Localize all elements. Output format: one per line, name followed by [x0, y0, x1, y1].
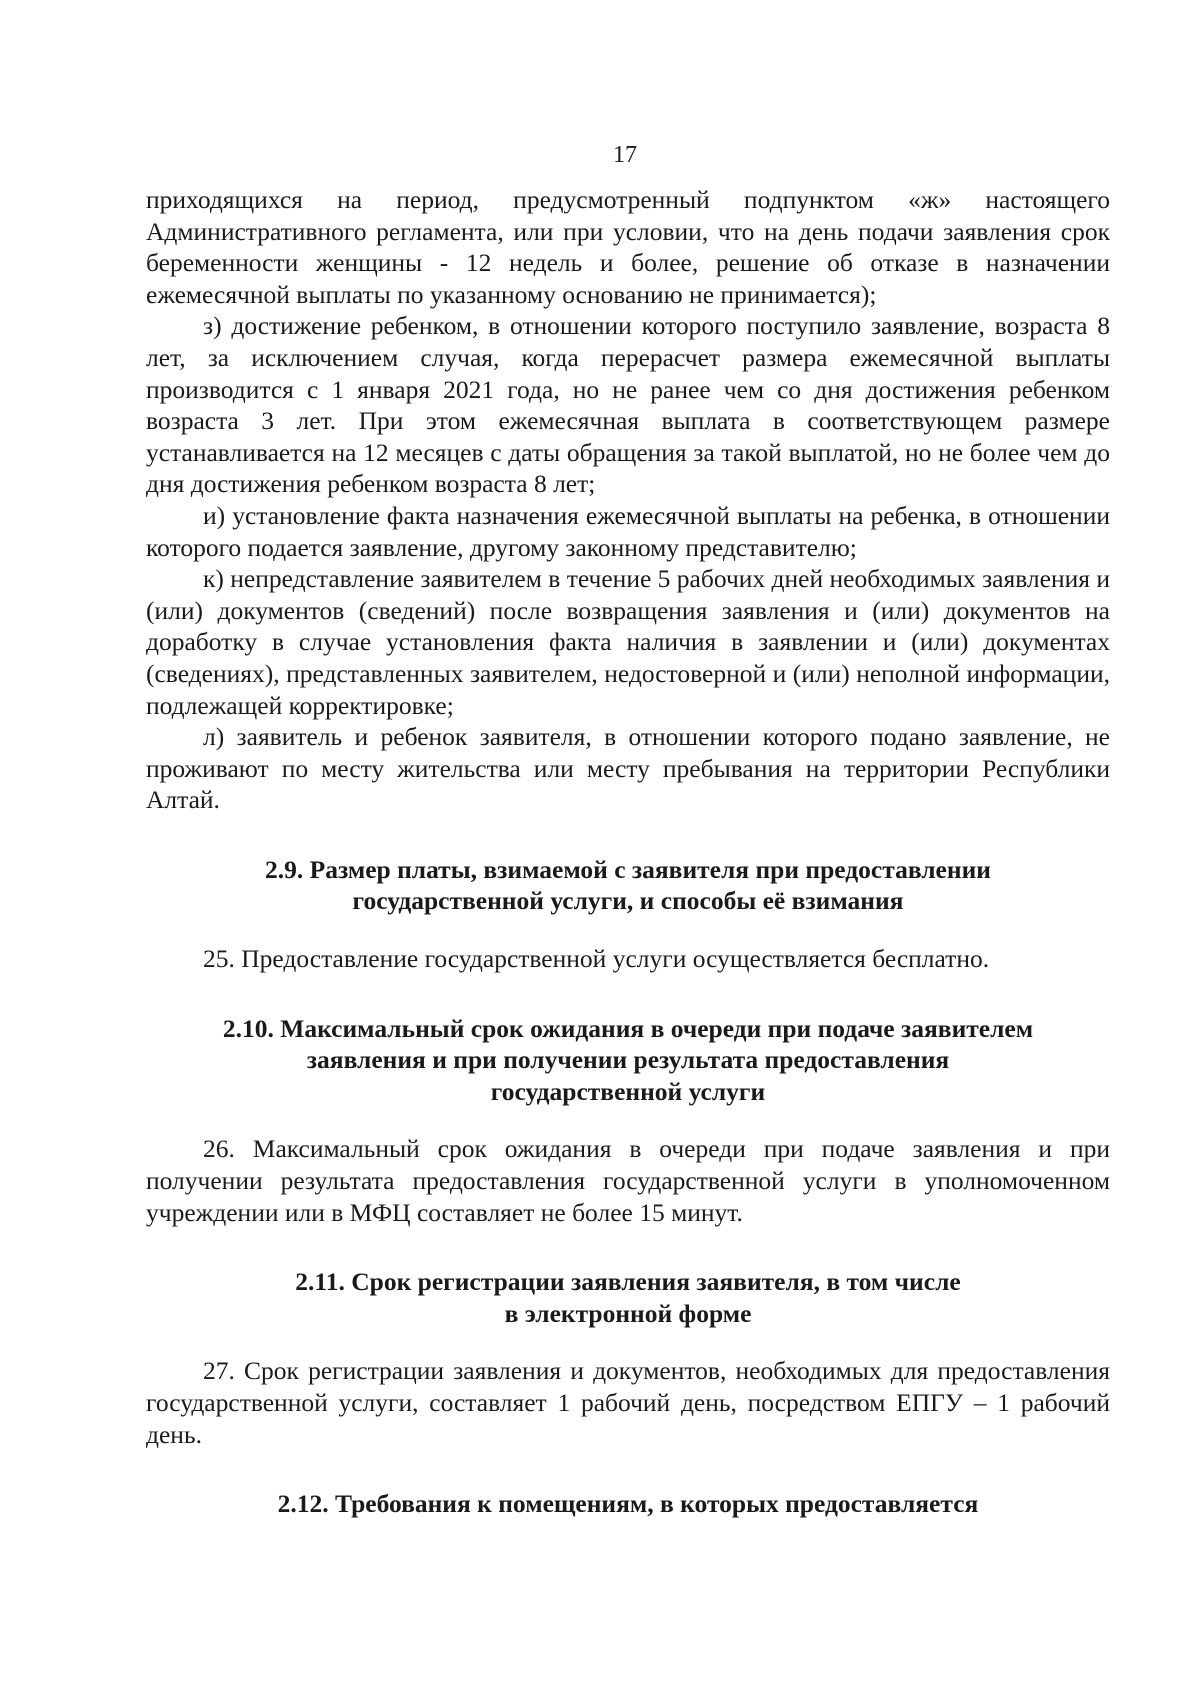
list-item-k: к) непредставление заявителем в течение 5 рабочих дней необходимых заявления и (или) документов (сведений) после возвращения заявления и (или) документов на доработку в случае установления факта наличия в заявлении и (или) документах (сведениях), представленных заявителем, недостоверной и (или) неполной информации, подлежащей корректировке;: [146, 564, 1110, 720]
section-heading-2-10: [146, 1013, 1110, 1108]
section-heading-2-11: [146, 1266, 1110, 1329]
heading-line: 2.10. Максимальный срок ожидания в очереди при подаче заявителем: [222, 1013, 1034, 1043]
paragraph-27: 27. Срок регистрации заявления и документов, необходимых для предоставления государственной услуги, составляет 1 рабочий день, посредством ЕПГУ – 1 рабочий день.: [146, 1356, 1110, 1449]
heading-line: государственной услуги, и способы её взимания: [352, 886, 904, 916]
section-heading-2-9: [146, 854, 1110, 917]
document-body: [146, 184, 1110, 1520]
heading-line: заявления и при получении результата предоставления: [306, 1045, 950, 1075]
section-heading-2-12: [146, 1488, 1110, 1520]
heading-line: 2.12. Требования к помещениям, в которых предоставляется: [277, 1489, 979, 1519]
paragraph-continuation: приходящихся на период, предусмотренный подпунктом «ж» настоящего Административного регламента, или при условии, что на день подачи заявления срок беременности женщины - 12 недель и более, решение об отказе в назначении ежемесячной выплаты по указанному основанию не принимается);: [146, 185, 1110, 309]
paragraph-26: 26. Максимальный срок ожидания в очереди при подаче заявления и при получении результата предоставления государственной услуги в уполномоченном учреждении или в МФЦ составляет не более 15 минут.: [146, 1134, 1110, 1227]
page-number: 17: [613, 142, 637, 168]
heading-line: 2.9. Размер платы, взимаемой с заявителя при предоставлении: [265, 854, 991, 884]
list-item-l: л) заявитель и ребенок заявителя, в отношении которого подано заявление, не проживают по месту жительства или месту пребывания на территории Республики Алтай.: [146, 722, 1110, 815]
paragraph-25: 25. Предоставление государственной услуги осуществляется бесплатно.: [203, 944, 990, 974]
heading-line: государственной услуги: [490, 1076, 766, 1106]
heading-line: в электронной форме: [504, 1298, 752, 1328]
heading-line: 2.11. Срок регистрации заявления заявителя, в том числе: [295, 1267, 961, 1297]
list-item-z: з) достижение ребенком, в отношении которого поступило заявление, возраста 8 лет, за исключением случая, когда перерасчет размера ежемесячной выплаты производится с 1 января 2021 года, но не ранее чем со дня достижения ребенком возраста 3 лет. При этом ежемесячная выплата в соответствующем размере устанавливается на 12 месяцев с даты обращения за такой выплатой, но не более чем до дня достижения ребенком возраста 8 лет;: [146, 311, 1110, 499]
list-item-i: и) установление факта назначения ежемесячной выплаты на ребенка, в отношении которого подается заявление, другому законному представителю;: [146, 500, 1110, 562]
